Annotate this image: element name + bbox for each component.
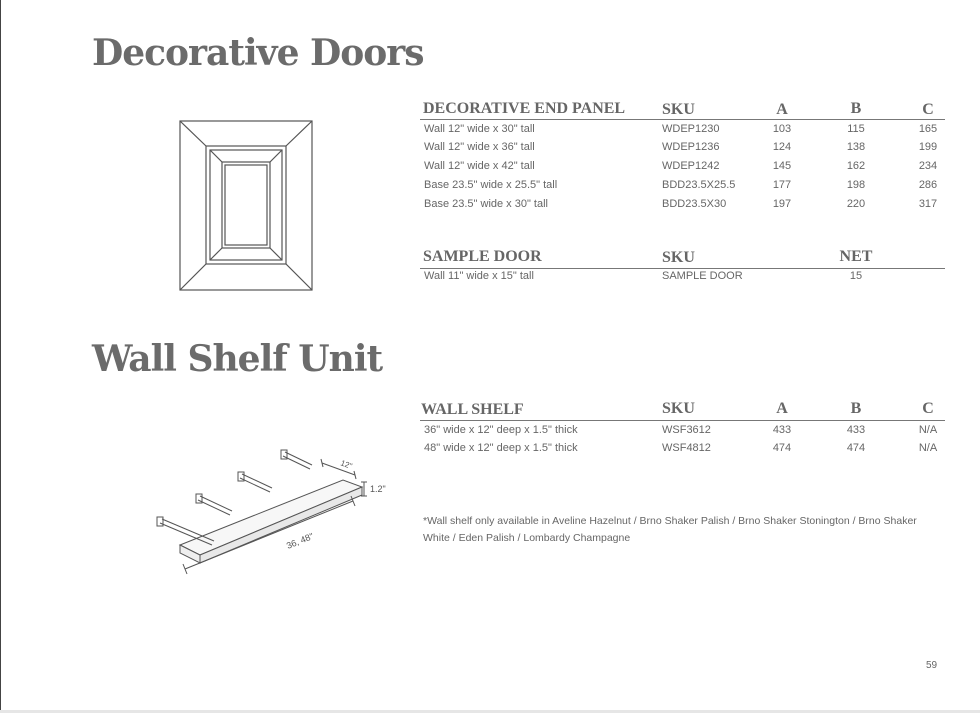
row-b: 115	[847, 123, 865, 135]
shelf-depth-label: 12"	[339, 458, 354, 471]
decorative-door-illustration	[178, 119, 314, 292]
row-a: 474	[772, 442, 792, 454]
row-description: 48" wide x 12" deep x 1.5" thick	[424, 442, 578, 454]
page-left-border	[0, 0, 1, 713]
row-description: Base 23.5" wide x 30" tall	[424, 198, 548, 210]
sample-door-header-rule	[420, 268, 945, 269]
sample-door-header-net: NET	[839, 248, 873, 265]
wall-shelf-header-a: A	[776, 400, 788, 417]
row-sku: BDD23.5X25.5	[662, 179, 736, 191]
row-description: 36" wide x 12" deep x 1.5" thick	[424, 424, 578, 436]
row-c: 317	[918, 198, 938, 210]
wall-shelf-illustration	[150, 445, 400, 580]
row-c: N/A	[918, 424, 938, 436]
row-c: 286	[918, 179, 938, 191]
row-c: 165	[918, 123, 938, 135]
row-a: 103	[772, 123, 792, 135]
wall-shelf-header-sku: SKU	[662, 400, 695, 417]
wall-shelf-header-c: C	[922, 400, 934, 417]
end-panel-header-description: DECORATIVE END PANEL	[423, 100, 626, 117]
row-sku: BDD23.5X30	[662, 198, 727, 210]
wall-shelf-availability-note: *Wall shelf only available in Aveline Hazelnut / Brno Shaker Palish / Brno Shaker Stonington / Brno Shaker White / Eden Palish / Lombardy Champagne	[423, 515, 917, 544]
row-b: 474	[846, 442, 866, 454]
end-panel-header-a: A	[776, 101, 788, 118]
row-sku: SAMPLE DOOR	[662, 270, 743, 282]
row-a: 197	[772, 198, 792, 210]
row-sku: WSF3612	[662, 424, 711, 436]
row-b: 198	[846, 179, 866, 191]
sample-door-header-sku: SKU	[662, 249, 695, 266]
shelf-length-label: 36, 48"	[285, 531, 315, 551]
row-sku: WDEP1236	[662, 141, 720, 153]
decorative-doors-title: Decorative Doors	[92, 32, 424, 74]
end-panel-header-b: B	[850, 100, 862, 117]
wall-shelf-unit-title: Wall Shelf Unit	[92, 338, 383, 380]
row-c: N/A	[918, 442, 938, 454]
row-description: Wall 11" wide x 15" tall	[424, 270, 534, 282]
row-a: 145	[772, 160, 792, 172]
row-b: 220	[846, 198, 866, 210]
row-c: 234	[918, 160, 938, 172]
end-panel-header-sku: SKU	[662, 101, 695, 118]
row-a: 124	[772, 141, 792, 153]
shelf-thickness-label: 1.2"	[370, 484, 386, 494]
row-description: Wall 12" wide x 30" tall	[424, 123, 535, 135]
row-a: 433	[772, 424, 792, 436]
wall-shelf-header-b: B	[850, 400, 862, 417]
row-sku: WDEP1242	[662, 160, 720, 172]
row-c: 199	[918, 141, 938, 153]
row-sku: WSF4812	[662, 442, 711, 454]
end-panel-header-rule	[420, 119, 945, 120]
row-sku: WDEP1230	[662, 123, 720, 135]
row-description: Wall 12" wide x 36" tall	[424, 141, 535, 153]
wall-shelf-header-rule	[420, 420, 945, 421]
end-panel-header-c: C	[922, 101, 934, 118]
row-b: 433	[846, 424, 866, 436]
sample-door-header-description: SAMPLE DOOR	[423, 248, 542, 265]
row-description: Wall 12" wide x 42" tall	[424, 160, 535, 172]
row-b: 138	[846, 141, 866, 153]
row-a: 177	[772, 179, 792, 191]
row-description: Base 23.5" wide x 25.5" tall	[424, 179, 558, 191]
wall-shelf-header-description: WALL SHELF	[421, 401, 524, 418]
page-number: 59	[926, 660, 938, 671]
row-b: 162	[846, 160, 866, 172]
row-net: 15	[849, 270, 863, 282]
